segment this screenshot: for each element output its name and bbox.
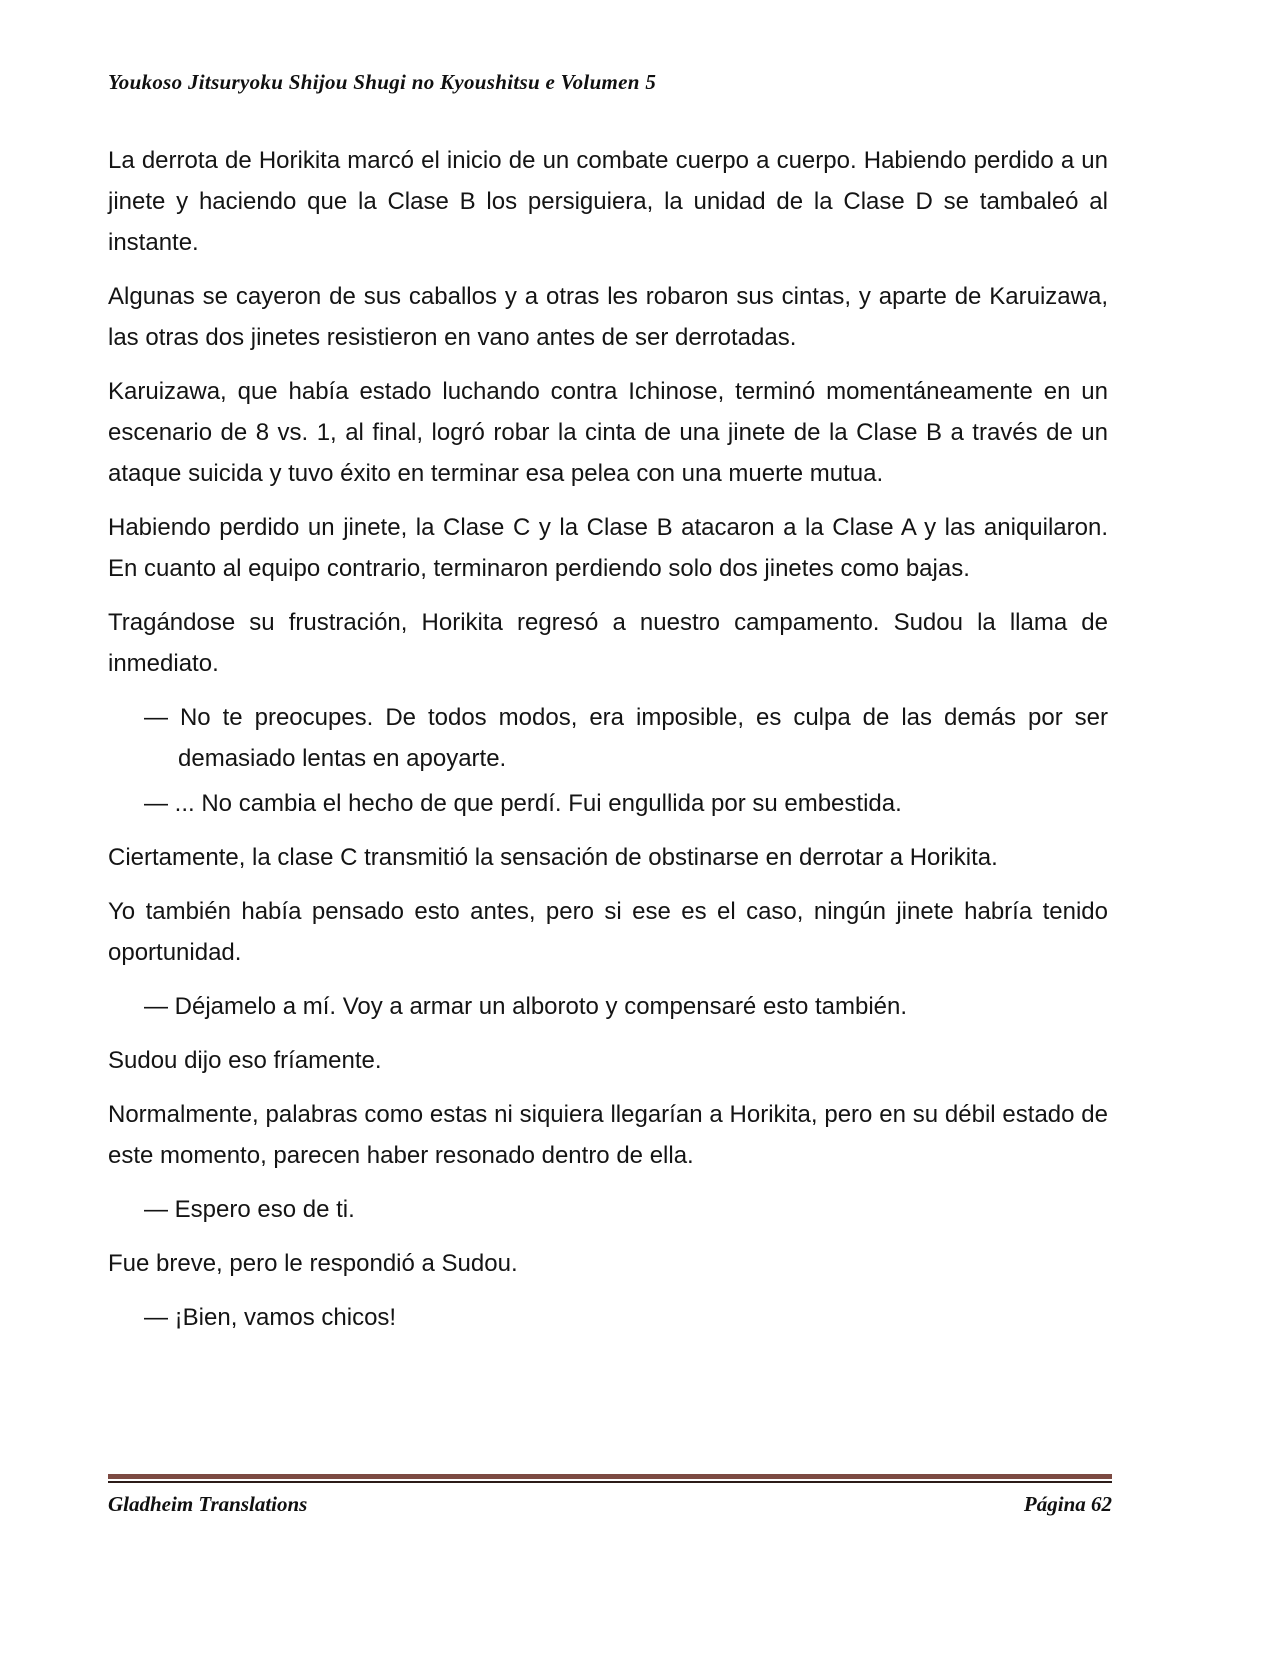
- dialogue-paragraph: — ¡Bien, vamos chicos!: [144, 1304, 397, 1331]
- body-paragraph: Karuizawa, que había estado luchando contra Ichinose, terminó momentáneamente en un escenario de 8 vs. 1, al final, logró robar la cinta de una jinete de la Clase B a través de un ataque suicida y tuvo éxito en terminar esa pelea con una muerte mutua.: [108, 378, 1108, 487]
- body-paragraph: Normalmente, palabras como estas ni siquiera llegarían a Horikita, pero en su débil estado de este momento, parecen haber resonado dentro de ella.: [108, 1101, 1108, 1169]
- dialogue-paragraph: — ... No cambia el hecho de que perdí. Fui engullida por su embestida.: [144, 790, 902, 817]
- dialogue-paragraph: — No te preocupes. De todos modos, era imposible, es culpa de las demás por ser demasiado lentas en apoyarte.: [144, 704, 1108, 772]
- dialogue-paragraph: — Espero eso de ti.: [144, 1196, 355, 1223]
- body-paragraph: Sudou dijo eso fríamente.: [108, 1047, 382, 1074]
- footer-divider: [108, 1474, 1112, 1483]
- body-paragraph: Algunas se cayeron de sus caballos y a otras les robaron sus cintas, y aparte de Karuizawa, las otras dos jinetes resistieron en vano antes de ser derrotadas.: [108, 283, 1108, 351]
- document-footer: [108, 1474, 1112, 1517]
- footer-page-number: Página 62: [1023, 1492, 1112, 1516]
- dialogue-paragraph: — Déjamelo a mí. Voy a armar un alboroto y compensaré esto también.: [144, 993, 908, 1020]
- document-header-title: Youkoso Jitsuryoku Shijou Shugi no Kyoushitsu e Volumen 5: [108, 70, 657, 94]
- body-paragraph: Yo también había pensado esto antes, pero si ese es el caso, ningún jinete habría tenido oportunidad.: [108, 898, 1108, 966]
- footer-translator-credit: Gladheim Translations: [108, 1492, 308, 1516]
- body-paragraph: La derrota de Horikita marcó el inicio de un combate cuerpo a cuerpo. Habiendo perdido a un jinete y haciendo que la Clase B los persiguiera, la unidad de la Clase D se tambaleó al instante.: [108, 147, 1108, 256]
- body-paragraph: Fue breve, pero le respondió a Sudou.: [108, 1250, 518, 1277]
- document-body: [108, 140, 1108, 1351]
- body-paragraph: Habiendo perdido un jinete, la Clase C y la Clase B atacaron a la Clase A y las aniquilaron. En cuanto al equipo contrario, terminaron perdiendo solo dos jinetes como bajas.: [108, 514, 1108, 582]
- body-paragraph: Ciertamente, la clase C transmitió la sensación de obstinarse en derrotar a Horikita.: [108, 844, 998, 871]
- body-paragraph: Tragándose su frustración, Horikita regresó a nuestro campamento. Sudou la llama de inmediato.: [108, 609, 1108, 677]
